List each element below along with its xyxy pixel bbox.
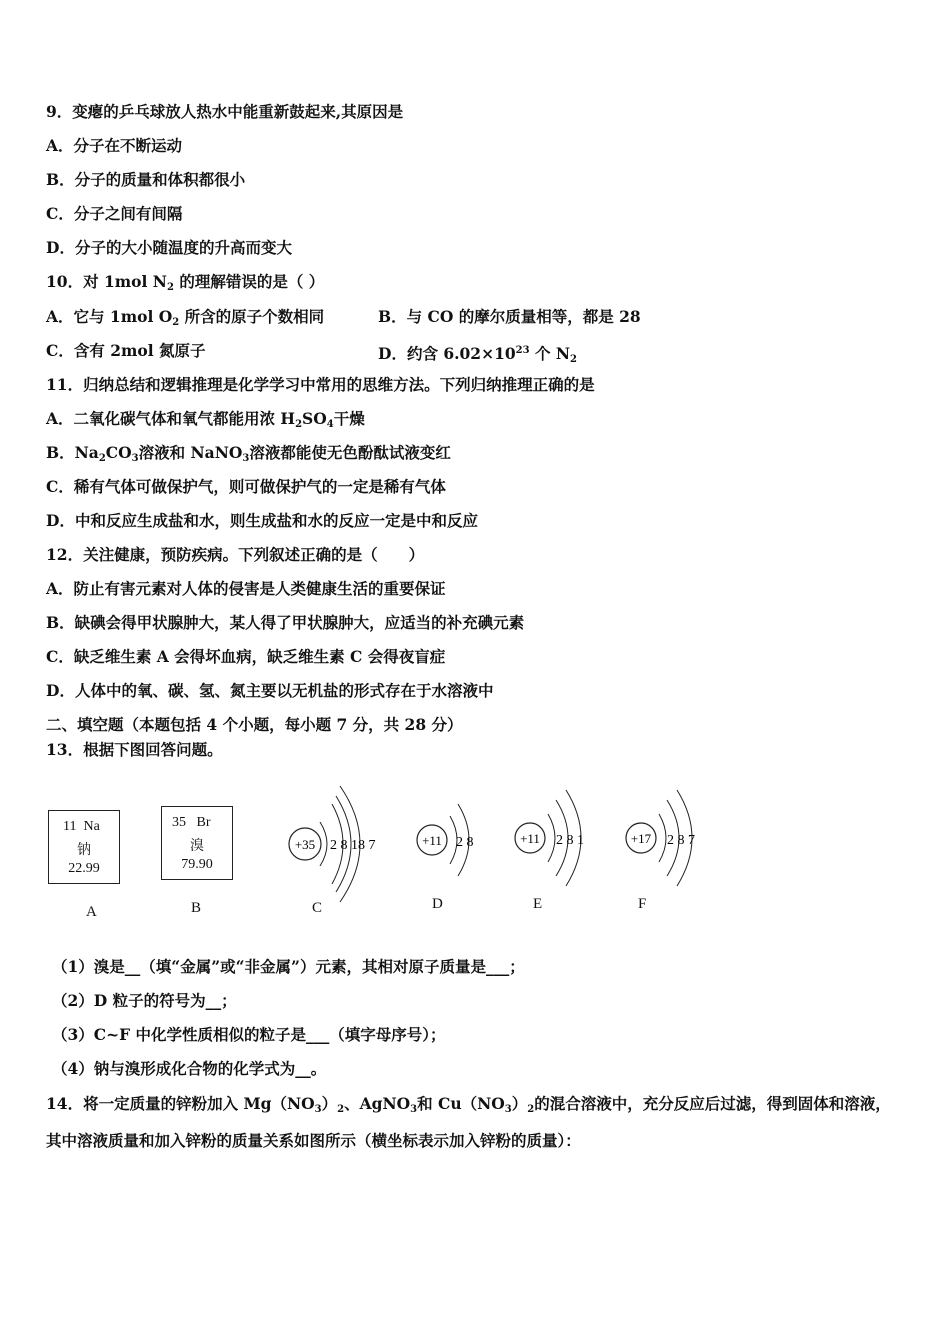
- section-heading: 二、填空题（本题包括 4 个小题，每小题 7 分，共 28 分）: [46, 715, 463, 734]
- label-c: C: [312, 900, 323, 916]
- atom-structure-figure: [0, 760, 950, 935]
- atomic-number: 11: [63, 819, 77, 834]
- q13-sub3: （3）C~F 中化学性质相似的粒子是___（填字母序号）；: [52, 1025, 446, 1044]
- atom-diagrams: [0, 760, 950, 935]
- atom-e-shells: 2 8 1: [556, 833, 584, 848]
- element-name: 钠: [77, 843, 91, 858]
- q10-option-b: B．与 CO 的摩尔质量相等，都是 28: [378, 307, 641, 326]
- q12-option-c: C．缺乏维生素 A 会得坏血病，缺乏维生素 C 会得夜盲症: [46, 647, 446, 666]
- q11-option-c: C．稀有气体可做保护气，则可做保护气的一定是稀有气体: [46, 477, 446, 496]
- q10-option-c: C．含有 2mol 氮原子: [46, 341, 206, 360]
- atom-d-shells: 2 8: [456, 835, 474, 850]
- q13-sub4: （4）钠与溴形成化合物的化学式为__。: [52, 1059, 327, 1078]
- q13-stem: 13．根据下图回答问题。: [46, 740, 223, 759]
- q11-option-a: A．二氧化碳气体和氧气都能用浓 $H_2SO_4$干燥: [46, 409, 365, 430]
- atomic-mass: 22.99: [68, 861, 100, 876]
- q12-option-b: B．缺碘会得甲状腺肿大，某人得了甲状腺肿大，应适当的补充碘元素: [46, 613, 525, 632]
- q14-line1: 14．将一定质量的锌粉加入 $Mg(NO_3)_2$、AgNO$_3$和 $Cu(NO_3)_2$的混合溶液中，充分反应后过滤，得到固体和溶液，: [46, 1094, 891, 1115]
- atom-f: [626, 790, 695, 886]
- q9-option-b: B．分子的质量和体积都很小: [46, 170, 246, 189]
- atom-f-shells: 2 8 7: [667, 833, 695, 848]
- label-d: D: [432, 896, 443, 912]
- element-symbol: Na: [83, 819, 100, 834]
- q9-option-d: D．分子的大小随温度的升高而变大: [46, 238, 292, 257]
- q11-option-d: D．中和反应生成盐和水，则生成盐和水的反应一定是中和反应: [46, 511, 478, 530]
- atom-c-shells: 2 8 18 7: [330, 838, 376, 853]
- atom-c: [289, 786, 376, 902]
- element-symbol: Br: [196, 815, 211, 830]
- atom-e-nucleus: +11: [520, 831, 540, 846]
- atom-e: [515, 790, 584, 886]
- q9-option-c: C．分子之间有间隔: [46, 204, 183, 223]
- atom-d-nucleus: +11: [422, 833, 442, 848]
- label-b: B: [191, 900, 202, 916]
- q10-stem: 10．对 1mol $N_2$ 的理解错误的是（ ）: [46, 272, 325, 293]
- atom-d: [417, 804, 474, 876]
- q10-option-d: D．约含 $6.02\times 10^{23}$ 个 $N_2$: [378, 344, 578, 365]
- atom-f-nucleus: +17: [630, 831, 652, 846]
- q10-option-a: A．它与 1mol $O_2$ 所含的原子个数相同: [46, 307, 325, 328]
- element-name: 溴: [190, 839, 204, 854]
- q12-option-a: A．防止有害元素对人体的侵害是人类健康生活的重要保证: [46, 579, 446, 598]
- q9-option-a: A．分子在不断运动: [46, 136, 183, 155]
- q12-option-d: D．人体中的氧、碳、氢、氮主要以无机盐的形式存在于水溶液中: [46, 681, 494, 700]
- q11-stem: 11．归纳总结和逻辑推理是化学学习中常用的思维方法。下列归纳推理正确的是: [46, 375, 595, 394]
- atomic-mass: 79.90: [181, 857, 213, 872]
- label-a: A: [86, 904, 97, 920]
- atom-c-nucleus: +35: [294, 837, 316, 852]
- q11-option-b: B．$Na_2CO_3$溶液和 NaNO$_3$溶液都能使无色酚酞试液变红: [46, 443, 451, 464]
- label-f: F: [638, 896, 647, 912]
- q13-sub1: （1）溴是__（填“金属”或“非金属”）元素，其相对原子质量是___；: [52, 957, 525, 976]
- q14-line2: 其中溶液质量和加入锌粉的质量关系如图所示（横坐标表示加入锌粉的质量）：: [46, 1131, 581, 1150]
- q9-stem: 9．变瘪的乒乓球放人热水中能重新鼓起来,其原因是: [46, 102, 404, 121]
- q12-stem: 12．关注健康，预防疾病。下列叙述正确的是（ ）: [46, 545, 425, 564]
- q13-sub2: （2）D 粒子的符号为__；: [52, 991, 237, 1010]
- label-e: E: [533, 896, 543, 912]
- atomic-number: 35: [172, 815, 186, 830]
